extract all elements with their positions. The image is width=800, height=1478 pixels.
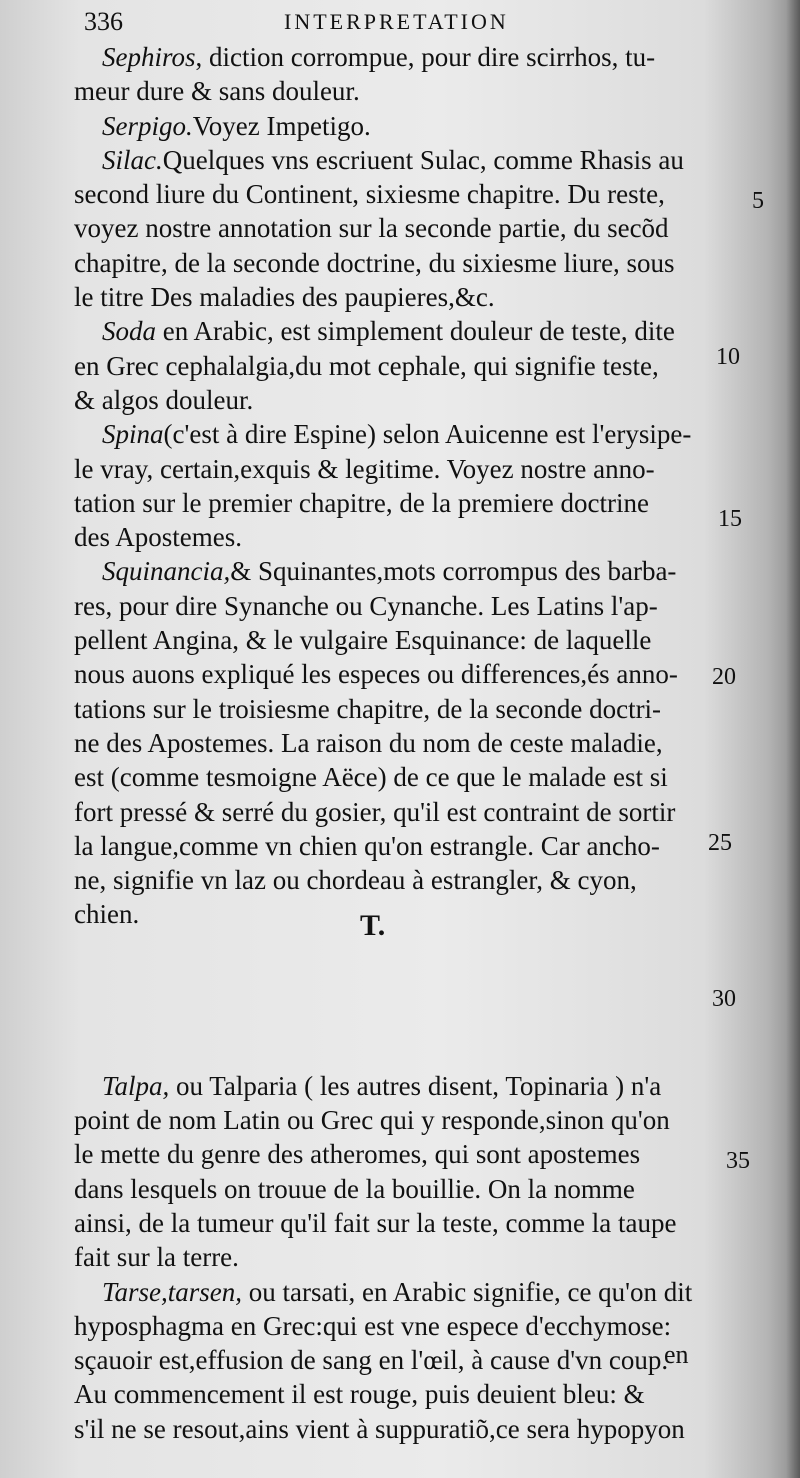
entry-text: le titre Des maladies des paupieres,&c.: [74, 282, 495, 313]
entry-line: [74, 486, 714, 520]
entry-text: fort pressé & serré du gosier, qu'il est contraint de sortir: [74, 796, 676, 827]
entry-line: [74, 1103, 714, 1137]
entry-line: [74, 760, 714, 794]
entry-text: ne des Apostemes. La raison du nom de ceste maladie,: [74, 727, 663, 758]
line-number: 15: [718, 506, 742, 532]
main-text: [74, 40, 714, 1446]
dictionary-entry: [74, 314, 714, 417]
entry-headword: Tarse,tarsen,: [102, 1276, 243, 1307]
entry-line: [74, 383, 714, 417]
entry-text: le mette du genre des atheromes, qui sont apostemes: [74, 1139, 641, 1170]
entry-text: nous auons expliqué les especes ou differences,és anno-: [74, 659, 678, 690]
entry-text: Quelques vns escriuent Sulac, comme Rhasis au: [162, 144, 684, 175]
entries-before: [74, 40, 714, 932]
page-number: 336: [84, 7, 123, 36]
entry-line: [74, 1069, 714, 1103]
entry-text: la langue,comme vn chien qu'on estrangle. Car ancho-: [74, 830, 660, 861]
dictionary-entry: [74, 554, 714, 931]
line-number: 25: [708, 830, 732, 856]
entry-line: [74, 40, 714, 74]
entry-line: [74, 417, 714, 451]
entry-text: en Arabic, est simplement douleur de teste, dite: [156, 316, 675, 347]
entry-text: , diction corrompue, pour dire scirrhos, tu-: [195, 42, 656, 72]
dictionary-entry: [74, 143, 714, 314]
entry-line: [74, 1309, 714, 1343]
entry-text: le vray, certain,exquis & legitime. Voyez nostre anno-: [74, 453, 655, 484]
entry-text: ou tarsati, en Arabic signifie, ce qu'on dit: [242, 1276, 693, 1307]
entry-line: [74, 177, 714, 211]
entry-headword: Silac.: [102, 144, 163, 175]
dictionary-entry: [74, 1069, 714, 1275]
entry-text: meur dure & sans douleur.: [74, 76, 360, 107]
entry-line: [74, 1137, 714, 1171]
entry-text: hyposphagma en Grec:qui est vne espece d'ecchymose:: [74, 1310, 672, 1341]
section-letter: T.: [360, 909, 386, 942]
entry-text: point de nom Latin ou Grec qui y responde,sinon qu'on: [74, 1105, 670, 1136]
entry-headword: Talpa,: [102, 1070, 170, 1101]
entry-text: ainsi, de la tumeur qu'il fait sur la teste, comme la taupe: [74, 1207, 677, 1238]
entry-text: des Apostemes.: [74, 522, 242, 553]
entry-text: chien.: [74, 899, 140, 930]
entry-text: Au commencement il est rouge, puis deuient bleu: &: [74, 1379, 645, 1410]
entry-text: voyez nostre annotation sur la seconde partie, du secõd: [74, 213, 669, 244]
entry-line: [74, 1275, 714, 1309]
entry-text: sçauoir est,effusion de sang en l'œil, à cause d'vn coup.: [74, 1345, 669, 1376]
entry-headword: Soda: [102, 316, 156, 347]
entry-line: [74, 623, 714, 657]
entry-line: [74, 211, 714, 245]
entry-line: [74, 1343, 714, 1377]
entry-line: [74, 280, 714, 314]
entry-text: s'il ne se resout,ains vient à suppuratiõ,ce sera hypopyon: [74, 1413, 685, 1444]
entry-line: [74, 657, 714, 691]
entry-headword: Spina: [102, 419, 164, 450]
entries-after: [74, 1069, 714, 1446]
dictionary-entry: [74, 40, 714, 109]
entry-text: & Squinantes,mots corrompus des barba-: [230, 556, 677, 587]
entry-text: tations sur le troisiesme chapitre, de la seconde doctri-: [74, 693, 662, 724]
entry-text: est (comme tesmoigne Aëce) de ce que le malade est si: [74, 762, 668, 793]
entry-headword: Serpigo.: [102, 110, 193, 141]
line-number: 35: [726, 1148, 750, 1174]
entry-line: [74, 1240, 714, 1274]
entry-line: [74, 246, 714, 280]
line-number: 5: [752, 188, 764, 214]
dictionary-entry: [74, 417, 714, 554]
entry-text: second liure du Continent, sixiesme chapitre. Du reste,: [74, 179, 665, 210]
entry-text: fait sur la terre.: [74, 1242, 239, 1273]
entry-headword: Sephiros: [102, 42, 196, 72]
entry-text: Voyez Impetigo.: [192, 110, 371, 141]
dictionary-entry: [74, 1275, 714, 1446]
entry-text: en Grec cephalalgia,du mot cephale, qui signifie teste,: [74, 350, 659, 381]
line-number: 10: [716, 344, 740, 370]
line-number: 20: [712, 664, 736, 690]
entry-text: & algos douleur.: [74, 384, 254, 415]
entry-line: [74, 1412, 714, 1446]
entry-line: [74, 554, 714, 588]
entry-line: [74, 74, 714, 108]
entry-line: [74, 452, 714, 486]
line-number: 30: [712, 986, 736, 1012]
entry-text: chapitre, de la seconde doctrine, du sixiesme liure, sous: [74, 247, 675, 278]
entry-line: [74, 143, 714, 177]
entry-headword: Squinancia,: [102, 556, 231, 587]
entry-text: ou Talparia ( les autres disent, Topinaria ) n'a: [169, 1070, 662, 1101]
entry-line: [74, 692, 714, 726]
entry-line: [74, 109, 714, 143]
entry-line: [74, 1377, 714, 1411]
dictionary-entry: [74, 109, 714, 143]
catchword: en: [664, 1340, 689, 1369]
page-header: [84, 4, 644, 40]
entry-line: [74, 1172, 714, 1206]
running-head: INTERPRETATION: [284, 9, 509, 34]
entry-text: tation sur le premier chapitre, de la premiere doctrine: [74, 487, 649, 518]
entry-line: [74, 726, 714, 760]
entry-line: [74, 897, 714, 931]
entry-line: [74, 829, 714, 863]
entry-line: [74, 589, 714, 623]
entry-line: [74, 520, 714, 554]
entry-text: dans lesquels on trouue de la bouillie. On la nomme: [74, 1173, 635, 1204]
entry-line: [74, 863, 714, 897]
section-gap: [74, 932, 714, 1069]
entry-text: pellent Angina, & le vulgaire Esquinance: de laquelle: [74, 625, 652, 656]
entry-line: [74, 795, 714, 829]
entry-text: ne, signifie vn laz ou chordeau à estrangler, & cyon,: [74, 865, 637, 896]
entry-line: [74, 314, 714, 348]
entry-text: (c'est à dire Espine) selon Auicenne est l'erysipe-: [163, 419, 692, 450]
entry-line: [74, 1206, 714, 1240]
entry-text: res, pour dire Synanche ou Cynanche. Les Latins l'ap-: [74, 590, 658, 621]
entry-line: [74, 349, 714, 383]
